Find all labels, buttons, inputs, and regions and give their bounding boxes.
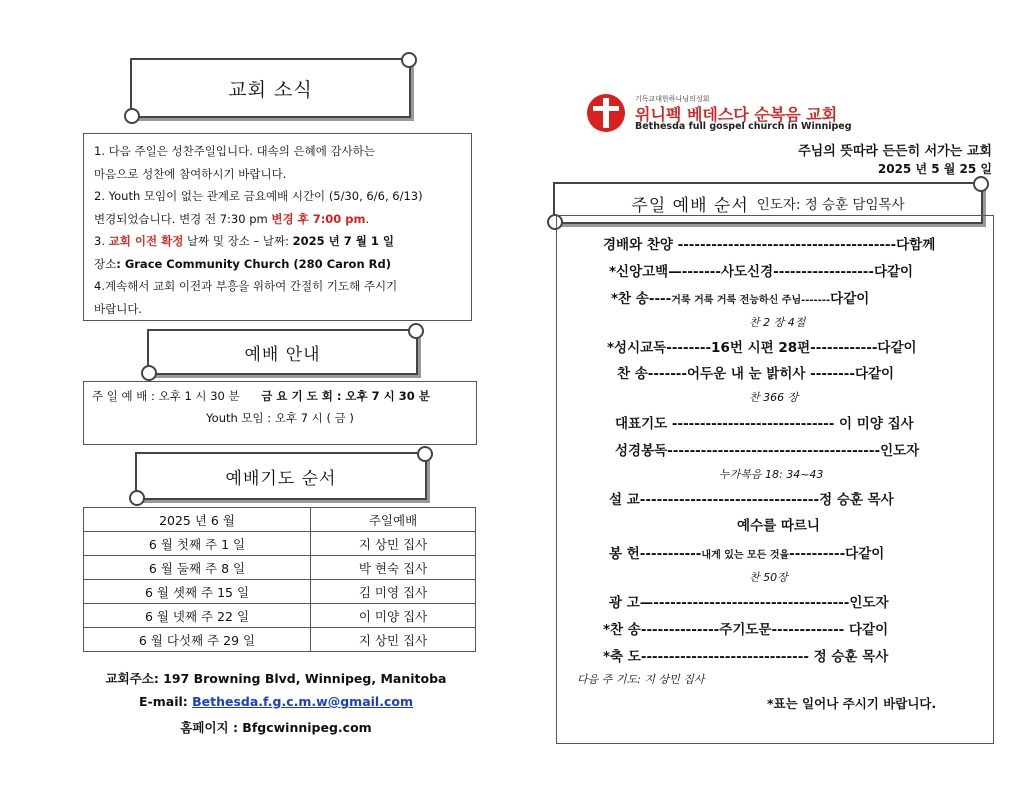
order-item: *찬 송--------------주기도문------------- 다같이 (603, 622, 889, 638)
order-item: *찬 송----거룩 거룩 거룩 전능하신 주님-------다같이 (611, 291, 870, 307)
table-cell: 6 월 둘째 주 8 일 (84, 556, 311, 580)
table-cell: 지 상민 집사 (311, 532, 476, 556)
order-sub: 찬 50장 (749, 571, 788, 584)
logo-name-en: Bethesda full gospel church in Winnipeg (635, 121, 852, 132)
news-line: 4.계속해서 교회 이전과 부흥을 위하여 간절히 기도해 주시기 (94, 279, 398, 293)
order-sub: 찬 366 장 (749, 391, 799, 404)
news-line: 변경되었습니다. 변경 전 7:30 pm 변경 후 7:00 pm. (94, 211, 370, 226)
sunday-service: 주 일 예 배 : 오후 1 시 30 분 (92, 389, 240, 403)
church-address: 교회주소: 197 Browning Blvd, Winnipeg, Manitoba (105, 671, 447, 686)
table-header-row (84, 508, 476, 532)
youth-meeting: Youth 모임 : 오후 7 시 ( 금 ) (206, 411, 354, 425)
cross-logo-icon (587, 94, 625, 132)
order-item: *신앙고백—-------사도신경------------------다같이 (609, 264, 914, 280)
order-item: 예수를 따르니 (737, 518, 820, 534)
table-cell: 김 미영 집사 (311, 580, 476, 604)
table-row (84, 556, 476, 580)
order-sub: 찬 2 장 4절 (749, 316, 806, 329)
email-link[interactable]: Bethesda.f.g.c.m.w@gmail.com (192, 694, 413, 709)
table-cell: 6 월 셋째 주 15 일 (84, 580, 311, 604)
worship-order-box (556, 215, 994, 744)
table-cell: 6 월 넷째 주 22 일 (84, 604, 311, 628)
friday-prayer: 금 요 기 도 회 : 오후 7 시 30 분 (261, 389, 430, 403)
worship-title: 예배 안내 (244, 344, 321, 365)
order-item: 성경봉독--------------------------------------인도자 (615, 443, 920, 459)
worship-title-banner (147, 323, 424, 375)
news-line: 장소: Grace Community Church (280 Caron Rd) (94, 256, 391, 271)
worship-box (83, 381, 477, 445)
standing-note: *표는 일어나 주시기 바랍니다. (767, 696, 937, 711)
news-line: 1. 다음 주일은 성찬주일입니다. 대속의 은혜에 감사하는 (94, 144, 375, 158)
news-line: 3. 교회 이전 확정 날짜 및 장소 – 날짜: 2025 년 7 월 1 일 (94, 234, 394, 248)
leader: 인도자: 정 승훈 담임목사 (756, 197, 905, 213)
table-cell: 지 상민 집사 (311, 628, 476, 652)
table-row (84, 532, 476, 556)
news-line: 마음으로 성찬에 참여하시기 바랍니다. (94, 166, 287, 181)
prayer-title: 예배기도 순서 (225, 468, 337, 489)
table-cell: 박 현숙 집사 (311, 556, 476, 580)
news-line: 바랍니다. (94, 301, 143, 316)
news-box (83, 133, 472, 321)
prayer-title-banner (135, 446, 433, 500)
order-item: 광 고—-----------------------------------인도자 (609, 595, 889, 611)
order-item: 찬 송-------어두운 내 눈 밝히사 --------다같이 (617, 366, 895, 382)
order-title: 주일 예배 순서 (631, 195, 749, 216)
news-title: 교회 소식 (228, 78, 313, 101)
order-item: 경배와 찬양 ---------------------------------------다함께 (603, 237, 936, 253)
order-item: *축 도------------------------------ 정 승훈 목사 (603, 649, 889, 665)
prayer-schedule-table (83, 507, 476, 652)
table-cell: 6 월 다섯째 주 29 일 (84, 628, 311, 652)
table-header: 주일예배 (311, 508, 476, 532)
table-row (84, 580, 476, 604)
bulletin-date: 2025 년 5 월 25 일 (877, 162, 992, 176)
homepage: 홈페이지 : Bfgcwinnipeg.com (180, 720, 372, 735)
order-item: 설 교--------------------------------정 승훈 목사 (609, 492, 894, 508)
table-cell: 이 미양 집사 (311, 604, 476, 628)
order-item: *성시교독--------16번 시편 28편------------다같이 (607, 340, 917, 356)
logo-name-ko: 위니펙 베데스다 순복음 교회 (635, 105, 838, 124)
table-header: 2025 년 6 월 (84, 508, 311, 532)
table-row (84, 628, 476, 652)
table-row (84, 604, 476, 628)
motto: 주님의 뜻따라 든든히 서가는 교회 (798, 144, 992, 159)
order-item: 대표기도 ----------------------------- 이 미양 집사 (615, 416, 914, 432)
table-cell: 6 월 첫째 주 1 일 (84, 532, 311, 556)
news-line: 2. Youth 모임이 없는 관계로 금요예배 시간이 (5/30, 6/6, 6/13) (94, 189, 423, 203)
order-item: 봉 헌-----------내게 있는 모든 것을----------다같이 (609, 546, 885, 562)
next-week-prayer: 다음 주 기도: 지 상민 집사 (577, 673, 705, 686)
logo-small-text: 기독교대한하나님의성회 (635, 95, 710, 103)
news-title-banner (130, 52, 417, 118)
church-logo (587, 92, 937, 136)
order-sub: 누가복음 18: 34~43 (719, 468, 824, 481)
email-line: E-mail: Bethesda.f.g.c.m.w@gmail.com (139, 694, 413, 709)
